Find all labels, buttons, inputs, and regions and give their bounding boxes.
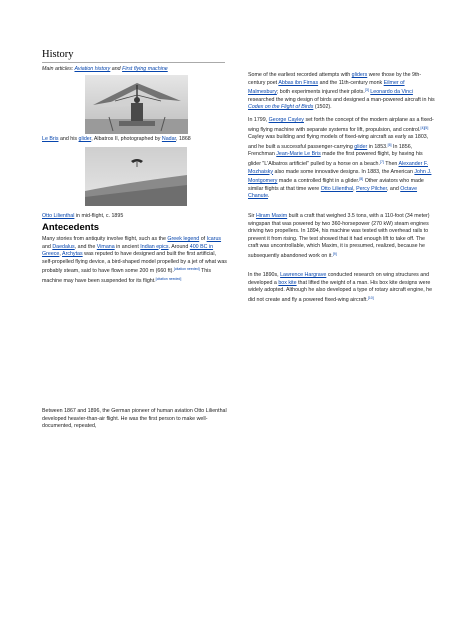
text: Some of the earliest recorded attempts with [248,72,352,78]
link-percy-pilcher[interactable]: Percy Pilcher [356,185,387,192]
link-vimana[interactable]: Vimana [96,243,115,250]
text: Then [383,160,399,167]
link-nadar[interactable]: Nadar [161,136,177,142]
lilienthal-flight-photo [85,147,187,206]
link-jean-marie-le-bris[interactable]: Jean-Marie Le Bris [276,151,321,158]
text: made the first powered flight, by having his glider "L'Albatros artificiel" pulled by a horse on a beach. [248,151,423,167]
main-articles-sep: and [110,66,123,72]
text: Cayley was building and flying models of fixed-wing aircraft as early as 1803, and he built a successful passenger-carrying [248,134,429,150]
link-abbas-ibn-firnas[interactable]: Abbas ibn Firnas [278,79,319,86]
text: of [199,236,207,242]
citation-needed[interactable]: [citation needed] [173,267,200,272]
text: , and [386,185,401,192]
text: also made some innovative designs. In 1883, the American [273,168,415,175]
right-paragraph-2 [248,117,436,201]
text: Many stories from antiquity involve flight, such as the [42,236,168,242]
text: set forth the concept of the modern airplane as a fixed-wing flying machine with separate systems for lift, propulsion, and control. [248,117,434,133]
text: In 1856, Frenchman [248,143,413,158]
link-400-bc-greece[interactable]: 400 BC in Greece [42,243,214,258]
link-indian-epics[interactable]: Indian epics [140,243,169,250]
link-alexander-mozhaisky[interactable]: Alexander F. Mozhaisky [248,160,428,175]
text: , [59,251,63,258]
text: ; both experiments injured their pilots. [276,89,365,96]
figure1-caption [42,136,225,143]
text: made a controlled flight in a glider. [277,178,360,185]
text: , and the [74,243,97,250]
text: , [353,185,357,192]
text: in ancient [114,243,141,250]
caption-text: and his [58,136,79,142]
link-glider[interactable]: glider [78,136,92,142]
link-greek-legend[interactable]: Greek legend [167,236,200,242]
link-box-kite[interactable]: box kite [278,279,297,286]
citation[interactable]: [4][5] [420,125,429,130]
text: were those by the 9th-century poet [248,72,422,86]
link-otto-lilienthal[interactable]: Otto Lilienthal [42,213,75,219]
citation[interactable]: [8] [359,177,364,182]
subsection-title: Antecedents [42,222,100,233]
link-archytas[interactable]: Archytas [62,251,83,258]
text: . Around [168,243,190,250]
link-aviation-history[interactable]: Aviation history [74,66,111,72]
title-divider [42,62,225,63]
citation[interactable]: [3] [364,88,369,93]
link-otto-lilienthal[interactable]: Otto Lilienthal [320,185,354,192]
lilienthal-paragraph: Between 1867 and 1896, the German pioneer of human aviation Otto Lilienthal developed heavier-than-air flight. He was the first person to make well-documented, repeated, [42,408,227,430]
link-octave-chanute[interactable]: Octave Chanute [248,185,418,200]
link-first-flying-machine[interactable]: First flying machine [122,66,168,72]
text: In 1799, [248,117,269,123]
text: Sir [248,213,256,219]
text: (1502). [313,104,332,111]
section-title: History [42,49,74,60]
text: In the 1890s, [248,272,281,278]
text: that lifted the weight of a man. His box kite designs were widely adopted. Although he also developed a type of rotary aircraft engine, he did not create and fly a powered fixed-wing aircraft. [248,279,433,303]
text: . [268,193,270,200]
text: was reputed to have designed and built the first artificial, self-propelled flying device, a bird-shaped model propelled by a jet of what was probably steam, said to have flown some 200 m (660 ft). [42,251,227,275]
main-articles-note [42,66,225,73]
citation[interactable]: [6] [387,142,392,147]
caption-text: , 1868 [176,136,191,142]
citation[interactable]: [7] [379,159,384,164]
le-bris-glider-photo [85,75,188,134]
link-george-cayley[interactable]: George Cayley [268,117,304,123]
right-paragraph-3 [248,213,436,261]
link-icarus[interactable]: Icarus [206,236,222,242]
link-leonardo-da-vinci[interactable]: Leonardo da Vinci [370,89,413,96]
link-hiram-maxim[interactable]: Hiram Maxim [255,213,288,219]
link-john-montgomery[interactable]: John J. Montgomery [248,168,432,185]
text: This machine may have been suspended for its flight. [42,268,211,284]
right-paragraph-4 [248,272,436,304]
main-articles-label: Main articles: [42,66,74,72]
caption-text: in mid-flight, c. 1895 [74,213,124,219]
link-eilmer-of-malmesbury[interactable]: Eilmer of Malmesbury [248,79,405,96]
right-paragraph-1 [248,72,436,112]
citation-needed[interactable]: [citation needed] [155,276,182,281]
link-glider[interactable]: glider [354,143,368,150]
text: and [42,243,53,250]
text: Other aviators who made similar flights at that time were [248,178,424,192]
text: researched the wing design of birds and designed a man-powered aircraft in his [248,96,435,103]
link-le-bris[interactable]: Le Bris [42,136,59,142]
text: built a craft that weighed 3.5 tons, with a 110-foot (34 meter) wingspan that was powered by two 360-horsepower (270 kW) steam engines driving two propellers. In 1894, his machine was tested with overhead rails to prevent it from rising. The test showed that it had enough lift to take off. The craft was uncontrollable, which Maxim, it is presumed, realized, because he subsequently abandoned work on it. [248,213,430,259]
caption-text: , Albatros II, photographed by [91,136,162,142]
citation[interactable]: [9] [332,251,337,256]
link-codex-flight-of-birds[interactable]: Codex on the Flight of Birds [248,104,314,111]
figure2-caption [42,213,225,220]
antecedents-paragraph [42,236,227,286]
link-daedalus[interactable]: Daedalus [52,243,75,250]
citation[interactable]: [10] [367,295,374,300]
text: in 1853. [367,143,388,150]
text: and the 11th-century monk [318,79,384,86]
text: conducted research on wing structures and developed a [248,272,430,286]
link-gliders[interactable]: gliders [351,72,368,78]
link-lawrence-hargrave[interactable]: Lawrence Hargrave [280,272,327,278]
